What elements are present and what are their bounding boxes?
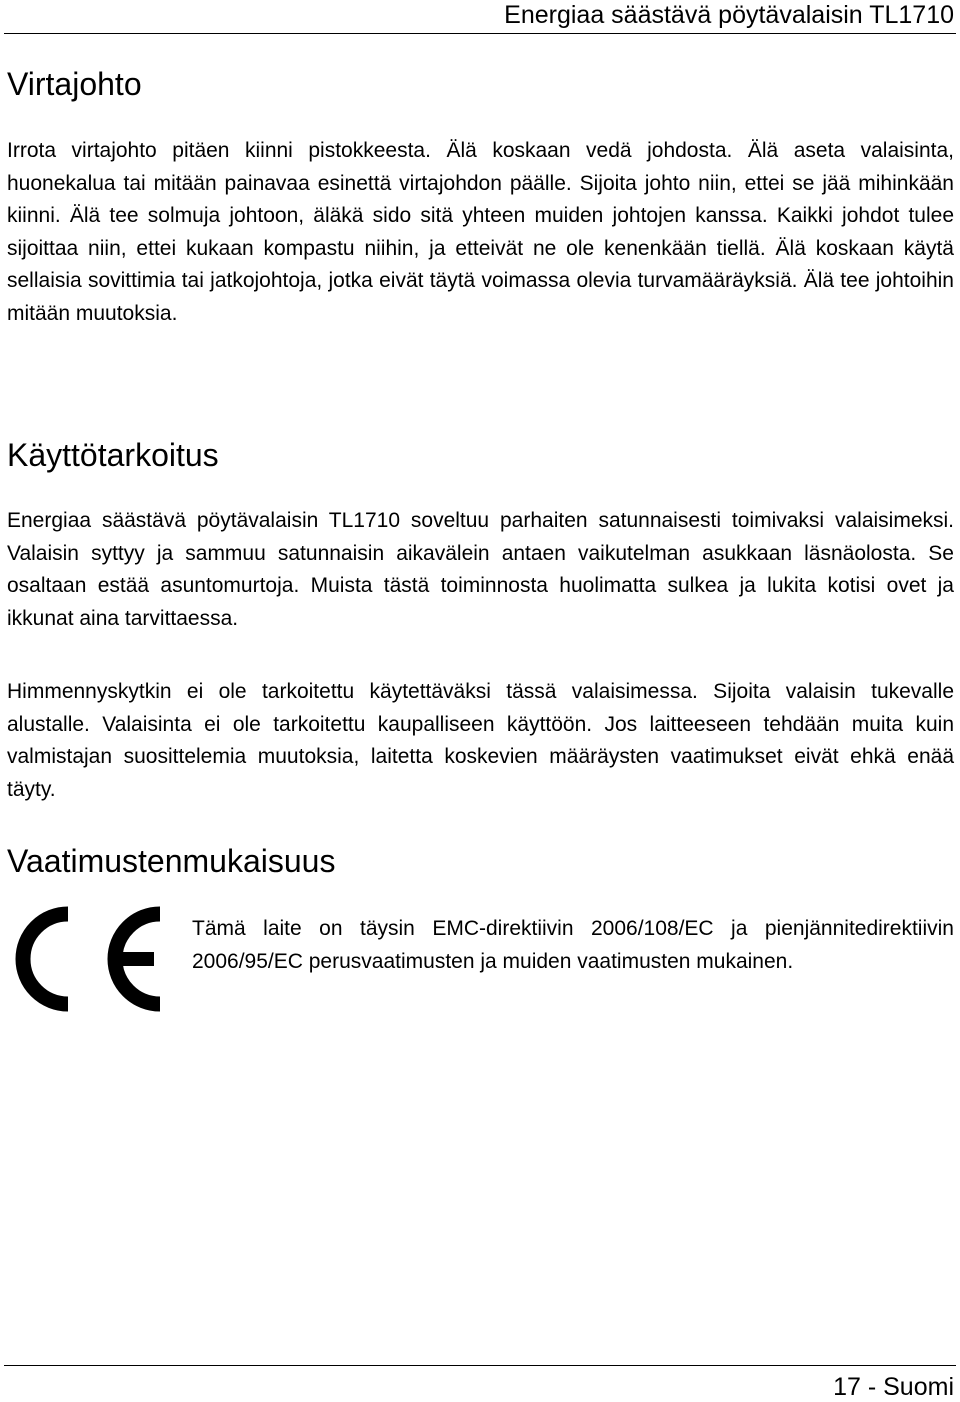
section-heading-virtajohto: Virtajohto (7, 66, 142, 102)
paragraph-virtajohto: Irrota virtajohto pitäen kiinni pistokkeesta. Älä koskaan vedä johdosta. Älä aseta valaisinta, huonekalua tai mitään painavaa esinettä virtajohdon päälle. Sijoita johto niin, ettei se jää mihinkään kiinni. Älä tee solmuja johtoon, äläkä sido sitä yhteen muiden johtojen kanssa. Kaikki johdot tulee sijoittaa niin, ettei kukaan kompastu niihin, ja etteivät ne ole kenenkään tiellä. Älä koskaan käytä sellaisia sovittimia tai jatkojohtoja, jotka eivät täytä voimassa olevia turvamääräyksiä. Älä tee johtoihin mitään muutoksia. (7, 139, 954, 325)
section-heading-kayttotarkoitus: Käyttötarkoitus (7, 437, 219, 473)
paragraph-kayttotarkoitus-2: Himmennyskytkin ei ole tarkoitettu käytettäväksi tässä valaisimessa. Sijoita valaisin tukevalle alustalle. Valaisinta ei ole tarkoitettu kaupalliseen käyttöön. Jos laitteeseen tehdään muita kuin valmistajan suosittelemia muutoksia, laitetta koskevien määräysten vaatimukset eivät ehkä enää täyty. (7, 680, 954, 801)
section-heading-vaatimustenmukaisuus: Vaatimustenmukaisuus (7, 843, 336, 879)
ce-mark-logo (10, 904, 162, 1014)
paragraph-vaatimustenmukaisuus: Tämä laite on täysin EMC-direktiivin 2006/108/EC ja pienjännitedirektiivin 2006/95/EC perusvaatimusten ja muiden vaatimusten mukainen. (192, 917, 954, 973)
paragraph-kayttotarkoitus-1: Energiaa säästävä pöytävalaisin TL1710 soveltuu parhaiten satunnaisesti toimivaksi valaisimeksi. Valaisin syttyy ja sammuu satunnaisin aikavälein antaen vaikutelman asukkaan läsnäolosta. Se osaltaan estää asuntomurtoja. Muista tästä toiminnosta huolimatta sulkea ja lukita kotisi ovet ja ikkunat aina tarvittaessa. (7, 509, 954, 630)
document-header-title: Energiaa säästävä pöytävalaisin TL1710 (504, 1, 954, 29)
header-divider (4, 33, 956, 34)
page-number-label: 17 - Suomi (833, 1373, 954, 1401)
footer-divider (4, 1365, 956, 1366)
